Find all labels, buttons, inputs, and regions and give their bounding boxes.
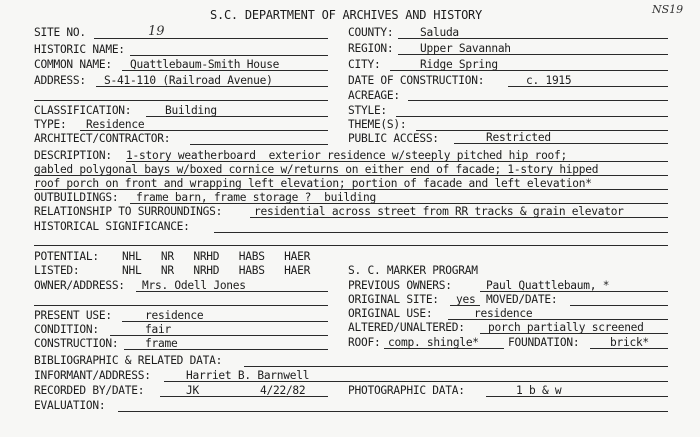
style-label: STYLE: <box>348 104 387 117</box>
outbuildings-label: OUTBUILDINGS: <box>34 191 119 204</box>
classification-label: CLASSIFICATION: <box>34 104 132 117</box>
common-name-label: COMMON NAME: <box>34 58 112 71</box>
acreage-label: ACREAGE: <box>348 89 400 102</box>
present-use-value: residence <box>145 309 204 322</box>
previous-owners-line <box>480 291 668 292</box>
historic-name-line <box>130 55 328 56</box>
moved-date-line <box>570 305 668 306</box>
foundation-line <box>590 348 668 349</box>
evaluation-label: EVALUATION: <box>34 399 106 412</box>
architect-line <box>190 144 328 145</box>
address-label: ADDRESS: <box>34 74 86 87</box>
public-access-line <box>454 143 668 144</box>
description-rule-2 <box>34 175 668 176</box>
informant-line <box>164 381 668 382</box>
owner-value: Mrs. Odell Jones <box>142 279 246 292</box>
original-site-label: ORIGINAL SITE: <box>348 293 439 306</box>
recorded-by-value: JK <box>186 384 199 397</box>
historical-significance-line <box>214 232 668 233</box>
relationship-line <box>250 217 668 218</box>
description-label: DESCRIPTION: <box>34 149 112 162</box>
foundation-label: FOUNDATION: <box>508 336 580 349</box>
date-construction-value: c. 1915 <box>526 74 572 87</box>
historical-significance-line-2 <box>34 245 668 246</box>
construction-line <box>124 349 328 350</box>
date-construction-label: DATE OF CONSTRUCTION: <box>348 74 485 87</box>
roof-line <box>384 348 504 349</box>
owner-line-2 <box>34 305 328 306</box>
altered-value: porch partially screened <box>488 321 644 334</box>
classification-line <box>146 116 328 117</box>
description-line-2: gabled polygonal bays w/boxed cornice w/returns on either end of facade; 1-story hipped <box>34 163 599 176</box>
type-line <box>80 130 328 131</box>
city-value: Ridge Spring <box>420 58 498 71</box>
moved-date-label: MOVED/DATE: <box>486 293 558 306</box>
recorded-label: RECORDED BY/DATE: <box>34 384 145 397</box>
marker-program-label: S. C. MARKER PROGRAM <box>348 264 478 277</box>
evaluation-line <box>118 411 668 412</box>
previous-owners-value: Paul Quattlebaum, * <box>486 279 610 292</box>
architect-label: ARCHITECT/CONTRACTOR: <box>34 132 171 145</box>
date-construction-line <box>508 86 668 87</box>
recorded-line <box>160 396 328 397</box>
original-site-value: yes <box>456 293 476 306</box>
informant-label: INFORMANT/ADDRESS: <box>34 369 151 382</box>
foundation-value: brick* <box>610 336 649 349</box>
city-line <box>390 70 668 71</box>
description-line-1: 1-story weatherboard exterior residence w/steeply pitched hip roof; <box>126 149 568 162</box>
altered-line <box>480 333 668 334</box>
description-rule-1 <box>126 161 668 162</box>
original-use-label: ORIGINAL USE: <box>348 307 433 320</box>
roof-label: ROOF: <box>348 336 381 349</box>
condition-value: fair <box>145 323 171 336</box>
county-value: Saluda <box>420 26 459 39</box>
description-line-3: roof porch on front and wrapping left elevation; portion of facade and left elevation* <box>34 177 592 190</box>
form-title: S.C. DEPARTMENT OF ARCHIVES AND HISTORY <box>210 8 483 22</box>
potential-label: POTENTIAL: <box>34 250 99 263</box>
present-use-line <box>122 321 328 322</box>
listed-label: LISTED: <box>34 264 80 277</box>
address-line <box>96 86 328 87</box>
recorded-date-value: 4/22/82 <box>260 384 306 397</box>
altered-label: ALTERED/UNALTERED: <box>348 321 465 334</box>
condition-label: CONDITION: <box>34 323 99 336</box>
construction-label: CONSTRUCTION: <box>34 337 119 350</box>
roof-value: comp. shingle* <box>388 336 479 349</box>
listed-codes: NHL NR NRHD HABS HAER <box>122 264 311 277</box>
outbuildings-line <box>130 203 668 204</box>
common-name-value: Quattlebaum-Smith House <box>130 58 280 71</box>
site-no-label: SITE NO. <box>34 26 86 39</box>
historic-name-label: HISTORIC NAME: <box>34 43 125 56</box>
city-label: CITY: <box>348 58 381 71</box>
region-line <box>398 54 668 55</box>
type-label: TYPE: <box>34 118 67 131</box>
county-label: COUNTY: <box>348 26 394 39</box>
public-access-label: PUBLIC ACCESS: <box>348 132 439 145</box>
bibliographic-label: BIBLIOGRAPHIC & RELATED DATA: <box>34 354 223 367</box>
theme-label: THEME(S): <box>348 118 407 131</box>
owner-line <box>136 291 328 292</box>
construction-value: frame <box>145 337 178 350</box>
description-rule-3 <box>34 189 668 190</box>
county-line <box>398 38 668 39</box>
bibliographic-line <box>244 366 668 367</box>
address-value: S-41-110 (Railroad Avenue) <box>104 74 273 87</box>
relationship-label: RELATIONSHIP TO SURROUNDINGS: <box>34 205 223 218</box>
left-divider-1 <box>34 100 328 101</box>
historical-significance-label: HISTORICAL SIGNIFICANCE: <box>34 220 190 233</box>
style-line <box>396 116 668 117</box>
common-name-line <box>122 70 328 71</box>
owner-label: OWNER/ADDRESS: <box>34 279 125 292</box>
site-no-line <box>94 38 328 39</box>
photographic-line <box>486 396 668 397</box>
condition-line <box>110 335 328 336</box>
photographic-value: 1 b & w <box>516 384 562 397</box>
region-label: REGION: <box>348 42 394 55</box>
region-value: Upper Savannah <box>420 42 511 55</box>
acreage-line <box>408 100 668 101</box>
present-use-label: PRESENT USE: <box>34 309 112 322</box>
informant-value: Harriet B. Barnwell <box>186 369 310 382</box>
original-use-value: residence <box>474 307 533 320</box>
type-value: Residence <box>86 118 145 131</box>
potential-codes: NHL NR NRHD HABS HAER <box>122 250 311 263</box>
corner-note: NS19 <box>652 3 684 16</box>
outbuildings-value: frame barn, frame storage ? building <box>136 191 376 204</box>
photographic-label: PHOTOGRAPHIC DATA: <box>348 384 465 397</box>
classification-value: Building <box>165 104 217 117</box>
relationship-value: residential across street from RR tracks & grain elevator <box>254 205 624 218</box>
previous-owners-label: PREVIOUS OWNERS: <box>348 279 452 292</box>
public-access-value: Restricted <box>486 131 551 144</box>
site-no-value: 19 <box>148 24 165 39</box>
original-site-line <box>450 305 480 306</box>
original-use-line <box>448 319 668 320</box>
